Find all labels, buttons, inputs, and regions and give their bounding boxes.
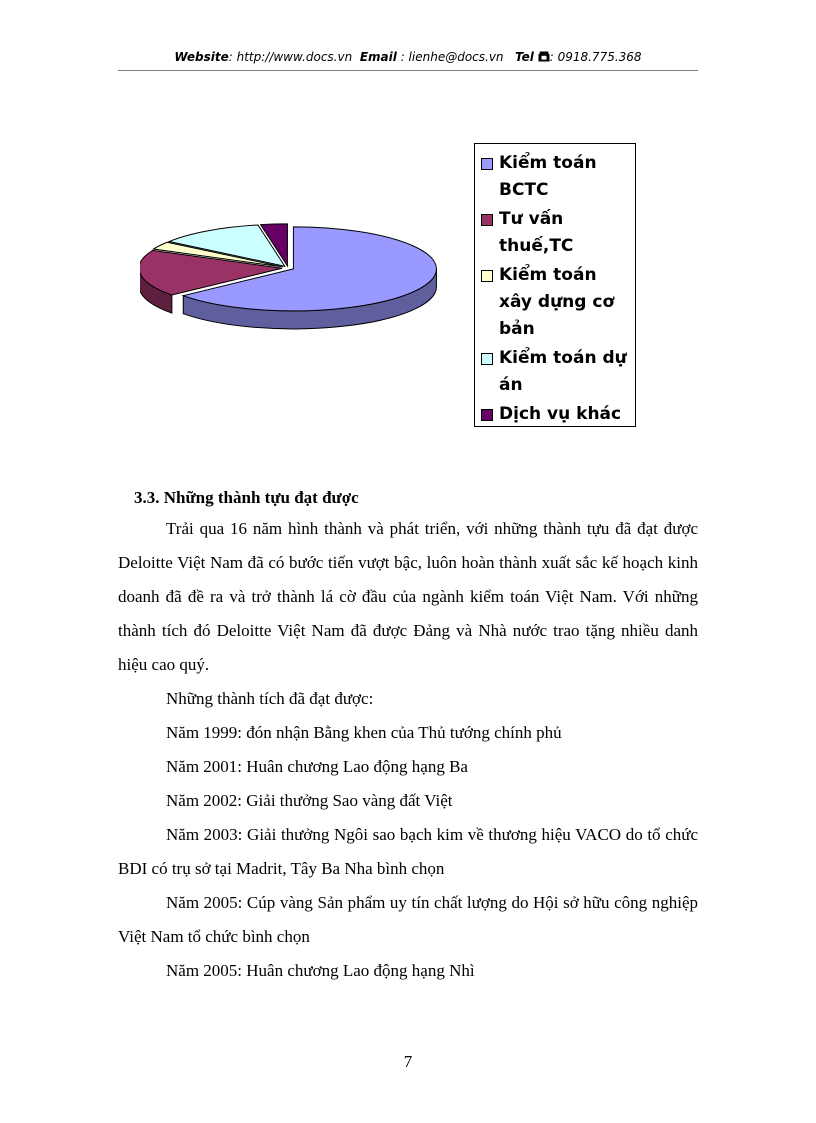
- legend-item: [481, 206, 633, 260]
- tel-label: Tel: [515, 50, 534, 64]
- header-divider: [118, 70, 698, 71]
- paragraph: Những thành tích đã đạt được:: [166, 689, 374, 708]
- achievement-item: Năm 2005: Cúp vàng Sản phẩm uy tín chất lượng do Hội sở hữu công nghiệp Việt Nam tổ chức bình chọn: [118, 893, 698, 946]
- paragraph: Trải qua 16 năm hình thành và phát triển, với những thành tựu đã đạt được Deloitte Việt Nam đã có bước tiến vượt bậc, luôn hoàn thành xuất sắc kế hoạch kinh doanh đã đề ra và trở thành lá cờ đầu của ngành kiểm toán Việt Nam. Với những thành tích đó Deloitte Việt Nam đã được Đảng và Nhà nước trao tặng nhiều danh hiệu cao quý.: [118, 519, 698, 674]
- chart-legend: [474, 143, 636, 427]
- achievement-item: Năm 2005: Huân chương Lao động hạng Nhì: [166, 961, 475, 980]
- achievement-item: Năm 2002: Giải thưởng Sao vàng đất Việt: [166, 791, 453, 810]
- section-body: [118, 512, 698, 988]
- legend-swatch: [481, 409, 493, 421]
- website-value: : http://www.docs.vn: [228, 50, 353, 64]
- legend-label: Tư vấn thuế,TC: [499, 209, 574, 256]
- legend-label: Dịch vụ khác: [499, 404, 622, 424]
- achievement-item: Năm 1999: đón nhận Bằng khen của Thủ tướng chính phủ: [166, 723, 562, 742]
- page-header: [118, 50, 698, 65]
- pie-chart: [140, 220, 450, 350]
- email-value: : lienhe@docs.vn: [400, 50, 504, 64]
- legend-swatch: [481, 158, 493, 170]
- achievement-item: Năm 2001: Huân chương Lao động hạng Ba: [166, 757, 468, 776]
- legend-label: Kiểm toán BCTC: [499, 153, 597, 200]
- phone-icon: [538, 51, 550, 65]
- legend-label: Kiểm toán dự án: [499, 348, 627, 395]
- legend-item: [481, 345, 633, 399]
- website-label: Website: [174, 50, 229, 64]
- page-number: 7: [403, 1052, 413, 1071]
- legend-swatch: [481, 353, 493, 365]
- legend-item: [481, 150, 633, 204]
- legend-label: Kiểm toán xây dựng cơ bản: [499, 265, 615, 339]
- legend-swatch: [481, 214, 493, 226]
- tel-value: : 0918.775.368: [549, 50, 642, 64]
- legend-swatch: [481, 270, 493, 282]
- email-label: Email: [359, 50, 397, 64]
- achievement-item: Năm 2003: Giải thưởng Ngôi sao bạch kim về thương hiệu VACO do tổ chức BDI có trụ sở tại Madrit, Tây Ba Nha bình chọn: [118, 825, 698, 878]
- legend-item: [481, 401, 633, 428]
- section-heading: 3.3. Những thành tựu đạt được: [134, 488, 359, 507]
- legend-item: [481, 262, 633, 343]
